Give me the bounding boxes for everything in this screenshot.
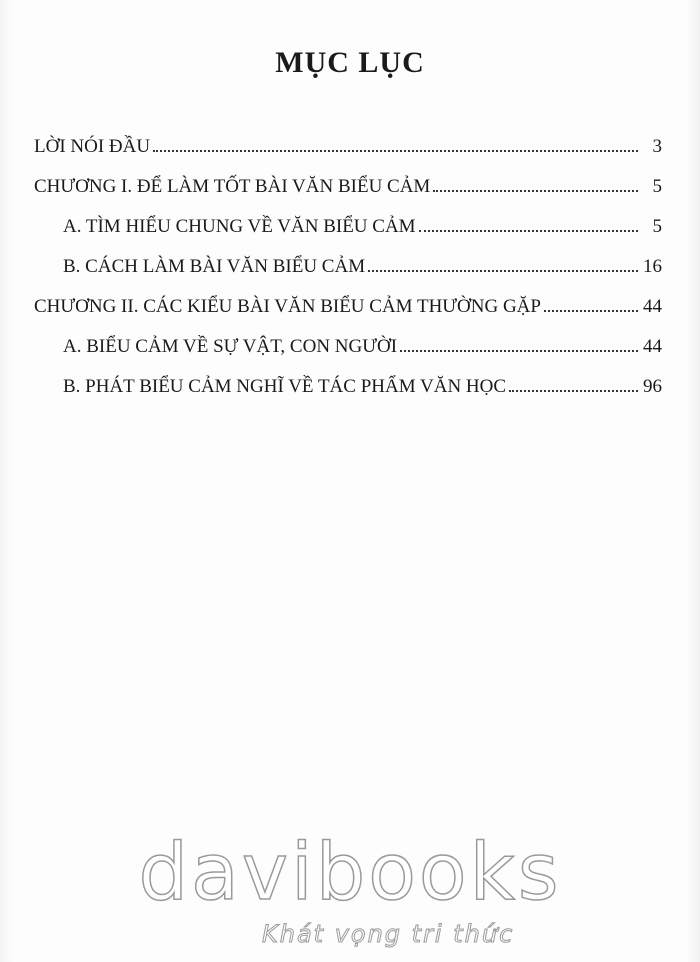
- toc-entry-chapter-2-b[interactable]: [63, 374, 662, 400]
- toc-entry-page: 44: [643, 336, 662, 357]
- toc-entry-label: CHƯƠNG II. CÁC KIỂU BÀI VĂN BIỂU CẢM THƯỜNG GẶP: [34, 296, 541, 317]
- dot-leader: [153, 149, 638, 152]
- toc-entry-label: LỜI NÓI ĐẦU: [34, 136, 151, 157]
- toc-entry-page: 5: [652, 176, 662, 197]
- toc-entry-label: A. TÌM HIỂU CHUNG VỀ VĂN BIỂU CẢM: [63, 216, 416, 237]
- toc-entry-page: 3: [652, 136, 662, 157]
- dot-leader: [509, 389, 638, 392]
- toc-entry-label: CHƯƠNG I. ĐỂ LÀM TỐT BÀI VĂN BIỂU CẢM: [34, 176, 431, 197]
- dot-leader: [419, 229, 638, 232]
- page-title: MỤC LỤC: [275, 46, 425, 79]
- watermark-brand: davibooks: [138, 828, 562, 918]
- toc-entry-preface[interactable]: [34, 134, 662, 160]
- toc-entry-label: B. PHÁT BIỂU CẢM NGHĨ VỀ TÁC PHẨM VĂN HỌC: [63, 376, 507, 397]
- dot-leader: [368, 269, 638, 272]
- toc-entry-page: 96: [643, 376, 662, 397]
- dot-leader: [544, 309, 638, 312]
- toc-entry-chapter-1-a[interactable]: [63, 214, 662, 240]
- toc-entry-chapter-1-b[interactable]: [63, 254, 662, 280]
- watermark-tagline: Khát vọng tri thức: [262, 920, 515, 948]
- toc-entry-chapter-2-a[interactable]: [63, 334, 662, 360]
- toc-entry-page: 16: [643, 256, 662, 277]
- toc-entry-page: 5: [652, 216, 662, 237]
- dot-leader: [400, 349, 638, 352]
- watermark: [0, 828, 700, 948]
- toc-entry-label: A. BIỂU CẢM VỀ SỰ VẬT, CON NGƯỜI: [63, 336, 398, 357]
- toc-entry-chapter-1[interactable]: [34, 174, 662, 200]
- dot-leader: [433, 189, 638, 192]
- toc-entry-chapter-2[interactable]: [34, 294, 662, 320]
- toc-entry-page: 44: [643, 296, 662, 317]
- toc-entry-label: B. CÁCH LÀM BÀI VĂN BIỂU CẢM: [63, 256, 366, 277]
